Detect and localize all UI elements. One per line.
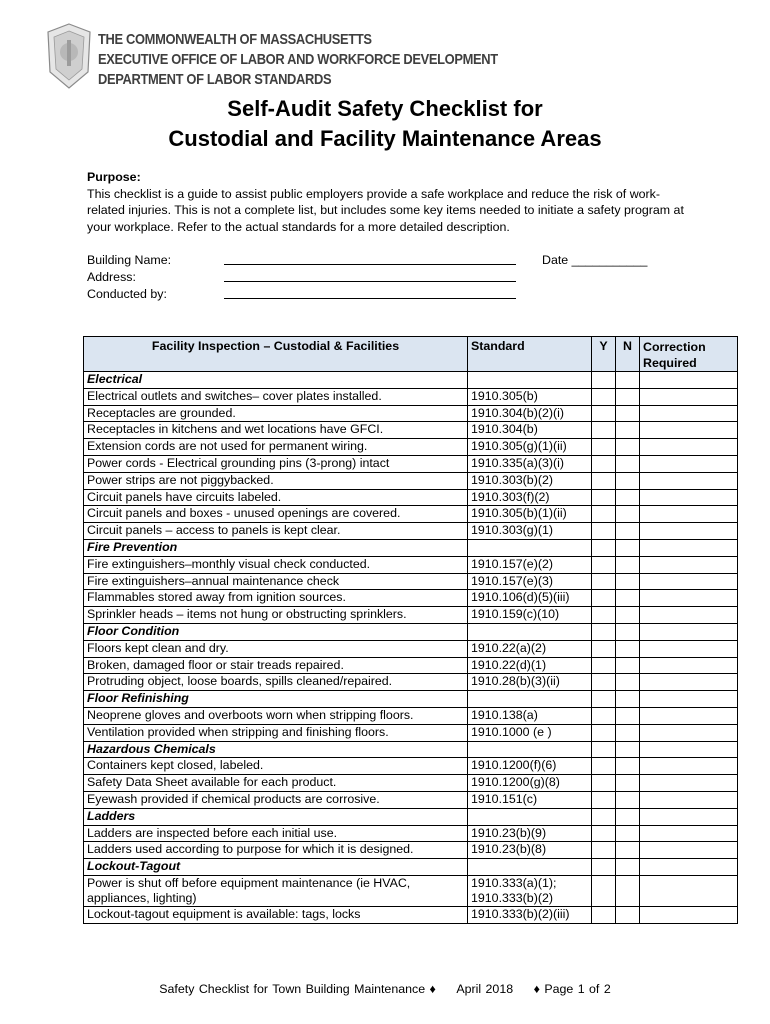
no-cell[interactable]	[616, 859, 640, 876]
standard-cell	[468, 539, 592, 556]
no-cell[interactable]	[616, 906, 640, 923]
correction-cell[interactable]	[640, 472, 738, 489]
no-cell[interactable]	[616, 842, 640, 859]
table-row	[84, 607, 738, 624]
table-row	[84, 707, 738, 724]
table-row	[84, 439, 738, 456]
standard-cell: 1910.28(b)(3)(ii)	[468, 674, 592, 691]
no-cell[interactable]	[616, 691, 640, 708]
table-row	[84, 791, 738, 808]
standard-cell: 1910.22(d)(1)	[468, 657, 592, 674]
item-cell: Circuit panels and boxes - unused openings are covered.	[84, 506, 468, 523]
standard-cell: 1910.157(e)(3)	[468, 573, 592, 590]
standard-cell: 1910.1200(g)(8)	[468, 775, 592, 792]
yes-cell[interactable]	[592, 422, 616, 439]
item-cell: Safety Data Sheet available for each product.	[84, 775, 468, 792]
yes-cell[interactable]	[592, 758, 616, 775]
building-info	[87, 252, 707, 303]
table-row	[84, 640, 738, 657]
item-cell: Protruding object, loose boards, spills cleaned/repaired.	[84, 674, 468, 691]
no-cell[interactable]	[616, 875, 640, 906]
table-row	[84, 724, 738, 741]
item-cell: Hazardous Chemicals	[84, 741, 468, 758]
yes-cell[interactable]	[592, 523, 616, 540]
correction-cell[interactable]	[640, 489, 738, 506]
item-cell: Containers kept closed, labeled.	[84, 758, 468, 775]
table-row	[84, 674, 738, 691]
item-cell: Receptacles in kitchens and wet locations have GFCI.	[84, 422, 468, 439]
table-row	[84, 523, 738, 540]
standard-cell: 1910.305(b)	[468, 388, 592, 405]
no-cell[interactable]	[616, 590, 640, 607]
standard-cell: 1910.151(c)	[468, 791, 592, 808]
no-cell[interactable]	[616, 741, 640, 758]
standard-cell: 1910.333(a)(1); 1910.333(b)(2)	[468, 875, 592, 906]
yes-cell[interactable]	[592, 640, 616, 657]
no-cell[interactable]	[616, 674, 640, 691]
footer-page: ♦ Page 1 of 2	[533, 982, 611, 996]
no-cell[interactable]	[616, 372, 640, 389]
yes-cell[interactable]	[592, 539, 616, 556]
no-cell[interactable]	[616, 825, 640, 842]
no-cell[interactable]	[616, 388, 640, 405]
purpose-section	[87, 169, 697, 235]
table-row	[84, 825, 738, 842]
correction-cell[interactable]	[640, 707, 738, 724]
correction-cell[interactable]	[640, 623, 738, 640]
correction-cell[interactable]	[640, 791, 738, 808]
no-cell[interactable]	[616, 472, 640, 489]
category-row	[84, 808, 738, 825]
item-cell: Neoprene gloves and overboots worn when stripping floors.	[84, 707, 468, 724]
yes-cell[interactable]	[592, 489, 616, 506]
category-row	[84, 741, 738, 758]
no-cell[interactable]	[616, 489, 640, 506]
header-no: N	[616, 337, 640, 372]
no-cell[interactable]	[616, 523, 640, 540]
yes-cell[interactable]	[592, 472, 616, 489]
correction-cell[interactable]	[640, 906, 738, 923]
table-row	[84, 775, 738, 792]
standard-cell	[468, 691, 592, 708]
title-line-2: Custodial and Facility Maintenance Areas	[168, 126, 602, 151]
agency-line-2: EXECUTIVE OFFICE OF LABOR AND WORKFORCE DEVELOPMENT	[98, 51, 498, 68]
yes-cell[interactable]	[592, 388, 616, 405]
correction-cell[interactable]	[640, 741, 738, 758]
page-footer	[0, 982, 770, 996]
yes-cell[interactable]	[592, 607, 616, 624]
item-cell: Floor Condition	[84, 623, 468, 640]
correction-cell[interactable]	[640, 405, 738, 422]
correction-cell[interactable]	[640, 506, 738, 523]
building-name-field[interactable]	[224, 252, 516, 265]
item-cell: Fire extinguishers–annual maintenance check	[84, 573, 468, 590]
yes-cell[interactable]	[592, 439, 616, 456]
category-row	[84, 691, 738, 708]
correction-cell[interactable]	[640, 859, 738, 876]
item-cell: Eyewash provided if chemical products are corrosive.	[84, 791, 468, 808]
table-row	[84, 388, 738, 405]
address-label: Address:	[87, 270, 136, 284]
header-inspection: Facility Inspection – Custodial & Facilities	[84, 337, 468, 372]
item-cell: Flammables stored away from ignition sources.	[84, 590, 468, 607]
yes-cell[interactable]	[592, 556, 616, 573]
correction-cell[interactable]	[640, 825, 738, 842]
standard-cell: 1910.303(b)(2)	[468, 472, 592, 489]
table-row	[84, 422, 738, 439]
item-cell: Fire extinguishers–monthly visual check conducted.	[84, 556, 468, 573]
standard-cell: 1910.303(f)(2)	[468, 489, 592, 506]
massachusetts-seal-icon	[44, 22, 94, 90]
standard-cell: 1910.159(c)(10)	[468, 607, 592, 624]
standard-cell: 1910.157(e)(2)	[468, 556, 592, 573]
table-row	[84, 506, 738, 523]
yes-cell[interactable]	[592, 707, 616, 724]
correction-cell[interactable]	[640, 842, 738, 859]
yes-cell[interactable]	[592, 741, 616, 758]
no-cell[interactable]	[616, 724, 640, 741]
no-cell[interactable]	[616, 607, 640, 624]
correction-cell[interactable]	[640, 556, 738, 573]
date-label: Date ___________	[542, 253, 648, 267]
item-cell: Ladders	[84, 808, 468, 825]
table-row	[84, 906, 738, 923]
no-cell[interactable]	[616, 556, 640, 573]
yes-cell[interactable]	[592, 859, 616, 876]
no-cell[interactable]	[616, 506, 640, 523]
item-cell: Circuit panels – access to panels is kept clear.	[84, 523, 468, 540]
title-line-1: Self-Audit Safety Checklist for	[227, 96, 543, 121]
yes-cell[interactable]	[592, 724, 616, 741]
item-cell: Power is shut off before equipment maintenance (ie HVAC, appliances, lighting)	[84, 875, 468, 906]
correction-cell[interactable]	[640, 775, 738, 792]
item-cell: Power strips are not piggybacked.	[84, 472, 468, 489]
checklist-table	[83, 336, 738, 924]
yes-cell[interactable]	[592, 573, 616, 590]
yes-cell[interactable]	[592, 875, 616, 906]
correction-cell[interactable]	[640, 691, 738, 708]
header-standard: Standard	[468, 337, 592, 372]
table-row	[84, 842, 738, 859]
item-cell: Ladders used according to purpose for which it is designed.	[84, 842, 468, 859]
correction-cell[interactable]	[640, 674, 738, 691]
item-cell: Receptacles are grounded.	[84, 405, 468, 422]
table-row	[84, 405, 738, 422]
purpose-text: This checklist is a guide to assist public employers provide a safe workplace and reduce the risk of work-related injuries. This is not a complete list, but includes some key items needed to initiate a safety program at your workplace. Refer to the actual standards for a more detailed description.	[87, 186, 684, 234]
category-row	[84, 623, 738, 640]
yes-cell[interactable]	[592, 842, 616, 859]
yes-cell[interactable]	[592, 372, 616, 389]
no-cell[interactable]	[616, 808, 640, 825]
item-cell: Extension cords are not used for permanent wiring.	[84, 439, 468, 456]
standard-cell: 1910.1000 (e )	[468, 724, 592, 741]
category-row	[84, 372, 738, 389]
item-cell: Ladders are inspected before each initial use.	[84, 825, 468, 842]
item-cell: Ventilation provided when stripping and finishing floors.	[84, 724, 468, 741]
correction-cell[interactable]	[640, 590, 738, 607]
no-cell[interactable]	[616, 405, 640, 422]
standard-cell: 1910.22(a)(2)	[468, 640, 592, 657]
standard-cell: 1910.23(b)(9)	[468, 825, 592, 842]
standard-cell	[468, 741, 592, 758]
correction-cell[interactable]	[640, 758, 738, 775]
table-row	[84, 455, 738, 472]
yes-cell[interactable]	[592, 590, 616, 607]
table-header-row	[84, 337, 738, 372]
no-cell[interactable]	[616, 657, 640, 674]
table-row	[84, 875, 738, 906]
standard-cell	[468, 808, 592, 825]
category-row	[84, 859, 738, 876]
yes-cell[interactable]	[592, 623, 616, 640]
yes-cell[interactable]	[592, 506, 616, 523]
purpose-label: Purpose:	[87, 170, 141, 184]
correction-cell[interactable]	[640, 539, 738, 556]
table-row	[84, 472, 738, 489]
standard-cell: 1910.304(b)	[468, 422, 592, 439]
standard-cell: 1910.304(b)(2)(i)	[468, 405, 592, 422]
standard-cell: 1910.303(g)(1)	[468, 523, 592, 540]
no-cell[interactable]	[616, 640, 640, 657]
correction-cell[interactable]	[640, 875, 738, 906]
item-cell: Electrical	[84, 372, 468, 389]
header-correction: Correction Required	[640, 337, 738, 372]
correction-cell[interactable]	[640, 523, 738, 540]
no-cell[interactable]	[616, 775, 640, 792]
yes-cell[interactable]	[592, 657, 616, 674]
standard-cell: 1910.138(a)	[468, 707, 592, 724]
no-cell[interactable]	[616, 623, 640, 640]
agency-line-1: THE COMMONWEALTH OF MASSACHUSETTS	[98, 31, 372, 48]
standard-cell: 1910.335(a)(3)(i)	[468, 455, 592, 472]
no-cell[interactable]	[616, 439, 640, 456]
no-cell[interactable]	[616, 422, 640, 439]
yes-cell[interactable]	[592, 791, 616, 808]
item-cell: Floor Refinishing	[84, 691, 468, 708]
page-title	[0, 94, 770, 154]
correction-cell[interactable]	[640, 372, 738, 389]
no-cell[interactable]	[616, 791, 640, 808]
agency-line-3: DEPARTMENT OF LABOR STANDARDS	[98, 71, 332, 88]
no-cell[interactable]	[616, 573, 640, 590]
standard-cell: 1910.1200(f)(6)	[468, 758, 592, 775]
no-cell[interactable]	[616, 758, 640, 775]
item-cell: Lockout-tagout equipment is available: tags, locks	[84, 906, 468, 923]
yes-cell[interactable]	[592, 691, 616, 708]
correction-cell[interactable]	[640, 724, 738, 741]
table-row	[84, 657, 738, 674]
item-cell: Power cords - Electrical grounding pins (3-prong) intact	[84, 455, 468, 472]
address-field[interactable]	[224, 269, 516, 282]
item-cell: Electrical outlets and switches– cover plates installed.	[84, 388, 468, 405]
yes-cell[interactable]	[592, 825, 616, 842]
item-cell: Broken, damaged floor or stair treads repaired.	[84, 657, 468, 674]
table-row	[84, 556, 738, 573]
no-cell[interactable]	[616, 707, 640, 724]
item-cell: Sprinkler heads – items not hung or obstructing sprinklers.	[84, 607, 468, 624]
table-row	[84, 590, 738, 607]
yes-cell[interactable]	[592, 405, 616, 422]
correction-cell[interactable]	[640, 439, 738, 456]
no-cell[interactable]	[616, 539, 640, 556]
category-row	[84, 539, 738, 556]
correction-cell[interactable]	[640, 573, 738, 590]
correction-cell[interactable]	[640, 607, 738, 624]
conducted-by-label: Conducted by:	[87, 287, 167, 301]
correction-cell[interactable]	[640, 455, 738, 472]
standard-cell: 1910.305(b)(1)(ii)	[468, 506, 592, 523]
item-cell: Circuit panels have circuits labeled.	[84, 489, 468, 506]
standard-cell: 1910.333(b)(2)(iii)	[468, 906, 592, 923]
standard-cell	[468, 372, 592, 389]
standard-cell	[468, 859, 592, 876]
building-name-label: Building Name:	[87, 253, 172, 267]
no-cell[interactable]	[616, 455, 640, 472]
conducted-by-field[interactable]	[224, 286, 516, 299]
standard-cell: 1910.305(g)(1)(ii)	[468, 439, 592, 456]
yes-cell[interactable]	[592, 808, 616, 825]
header-yes: Y	[592, 337, 616, 372]
yes-cell[interactable]	[592, 775, 616, 792]
item-cell: Floors kept clean and dry.	[84, 640, 468, 657]
footer-title: Safety Checklist for Town Building Maintenance ♦	[159, 982, 436, 996]
standard-cell: 1910.23(b)(8)	[468, 842, 592, 859]
item-cell: Fire Prevention	[84, 539, 468, 556]
standard-cell: 1910.106(d)(5)(iii)	[468, 590, 592, 607]
yes-cell[interactable]	[592, 674, 616, 691]
footer-date: April 2018	[456, 982, 514, 996]
table-row	[84, 573, 738, 590]
item-cell: Lockout-Tagout	[84, 859, 468, 876]
correction-cell[interactable]	[640, 808, 738, 825]
correction-cell[interactable]	[640, 640, 738, 657]
table-row	[84, 489, 738, 506]
table-row	[84, 758, 738, 775]
standard-cell	[468, 623, 592, 640]
yes-cell[interactable]	[592, 455, 616, 472]
correction-cell[interactable]	[640, 657, 738, 674]
correction-cell[interactable]	[640, 422, 738, 439]
yes-cell[interactable]	[592, 906, 616, 923]
correction-cell[interactable]	[640, 388, 738, 405]
